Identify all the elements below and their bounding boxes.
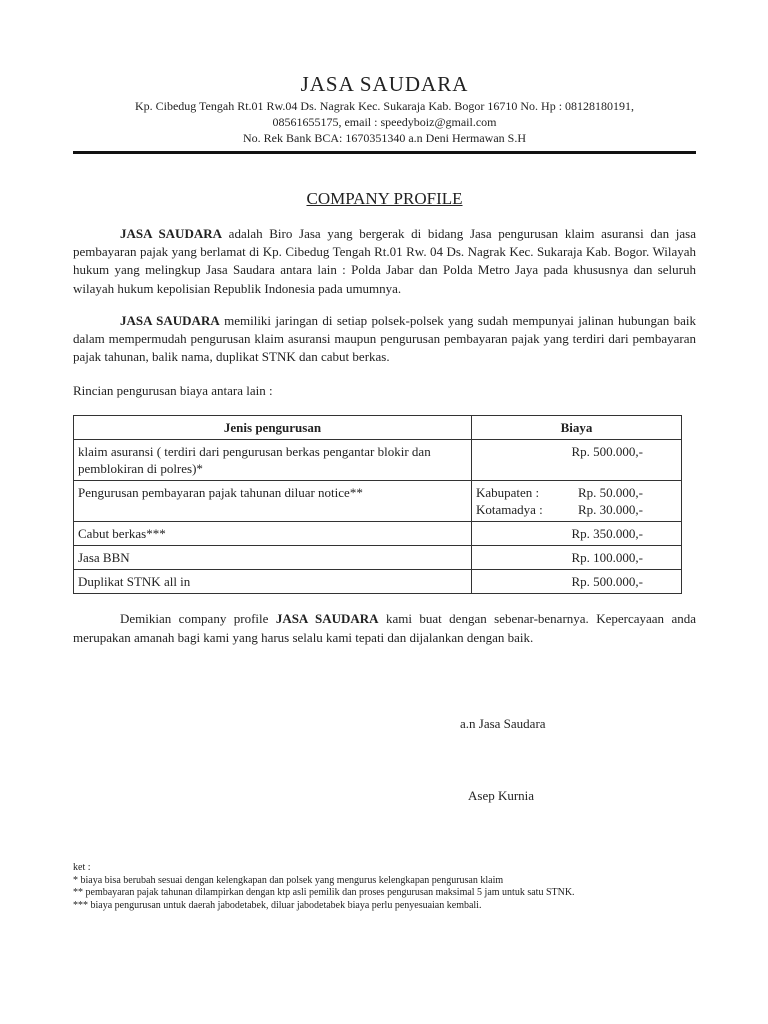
- table-intro: Rincian pengurusan biaya antara lain :: [73, 383, 273, 399]
- city-fee-line: [476, 501, 677, 518]
- service-cell: Jasa BBN: [74, 546, 472, 570]
- signature-on-behalf: a.n Jasa Saudara: [460, 716, 546, 731]
- table-row: [74, 522, 682, 546]
- document-page: [73, 70, 696, 647]
- footnote-2: ** pembayaran pajak tahunan dilampirkan dengan ktp asli pemilik dan proses pengurusan maksimal 5 jam untuk satu STNK.: [73, 887, 575, 898]
- network-paragraph: [73, 312, 696, 367]
- closing-prefix: Demikian company profile: [120, 611, 276, 627]
- column-header-service: Jenis pengurusan: [74, 416, 472, 440]
- company-name: JASA SAUDARA: [300, 72, 469, 96]
- service-cell: Duplikat STNK all in: [74, 570, 472, 594]
- footnotes: [73, 862, 693, 912]
- fee-cell: Rp. 500.000,-: [472, 440, 682, 481]
- footnote-1: * biaya bisa berubah sesuai dengan kelengkapan dan polsek yang mengurus kelengkapan pengurusan klaim: [73, 874, 504, 886]
- closing-text: kami buat dengan sebenar-benarnya. Kepercayaan anda merupakan amanah bagi kami yang harus selalu kami tepati dan dijalankan dengan baik.: [73, 611, 696, 645]
- fee-cell: Rp. 500.000,-: [472, 570, 682, 594]
- footnote-3: *** biaya pengurusan untuk daerah jabodetabek, diluar jabodetabek biaya perlu penyesuaian kembali.: [73, 899, 482, 911]
- address-line-2: 08561655175, email : speedyboiz@gmail.com: [272, 115, 497, 129]
- network-paragraph-text: memiliki jaringan di setiap polsek-polsek yang sudah mempunyai jalinan hubungan baik dalam mempermudah pengurusan klaim asuransi maupun pengurusan pembayaran pajak yang terdiri dari pembayaran pajak tahunan, balik nama, duplikat STNK dan cabut berkas.: [73, 312, 696, 365]
- table-row: [74, 570, 682, 594]
- brand-name: JASA SAUDARA: [120, 312, 220, 328]
- brand-name: JASA SAUDARA: [120, 226, 223, 241]
- city-fee: Rp. 30.000,-: [578, 502, 643, 518]
- service-cell: Cabut berkas***: [74, 522, 472, 546]
- table-row: [74, 481, 682, 522]
- intro-paragraph-text: adalah Biro Jasa yang bergerak di bidang Jasa pengurusan klaim asuransi dan jasa pembayaran pajak yang berlamat di Kp. Cibedug Tengah Rt.01 Rw. 04 Ds. Nagrak Kec. Sukaraja Kab. Bogor. Wilayah hukum yang melingkup Jasa Saudara antara lain : Polda Jabar dan Polda Metro Jaya pada khususnya dan seluruh wilayah hukum kepolisian Republik Indonesia pada umumnya.: [73, 226, 696, 296]
- table-header-row: [74, 416, 682, 440]
- fee-table: [73, 415, 682, 594]
- column-header-fee: Biaya: [472, 416, 682, 440]
- regency-fee: Rp. 50.000,-: [578, 485, 643, 501]
- bank-account-line: No. Rek Bank BCA: 1670351340 a.n Deni Hermawan S.H: [243, 131, 526, 145]
- service-cell: Pengurusan pembayaran pajak tahunan diluar notice**: [74, 481, 472, 522]
- city-label: Kotamadya :: [476, 502, 543, 518]
- document-title: COMPANY PROFILE: [306, 189, 463, 208]
- footnotes-heading: ket :: [73, 862, 91, 873]
- letterhead: [73, 70, 696, 154]
- address-line-1: Kp. Cibedug Tengah Rt.01 Rw.04 Ds. Nagrak Kec. Sukaraja Kab. Bogor 16710 No. Hp : 08128180191,: [134, 99, 635, 113]
- brand-name: JASA SAUDARA: [275, 611, 379, 627]
- table-row: [74, 546, 682, 570]
- fee-cell: Rp. 100.000,-: [472, 546, 682, 570]
- intro-paragraph: [73, 225, 696, 298]
- closing-paragraph: [73, 610, 696, 646]
- regency-fee-line: [476, 484, 677, 501]
- signer-name: Asep Kurnia: [468, 788, 535, 803]
- header-divider: [73, 151, 696, 154]
- table-row: [74, 440, 682, 481]
- service-cell: klaim asuransi ( terdiri dari pengurusan berkas pengantar blokir dan pemblokiran di polres)*: [74, 440, 472, 481]
- fee-cell: Rp. 350.000,-: [472, 522, 682, 546]
- regency-label: Kabupaten :: [476, 485, 540, 501]
- fee-cell-regional: [472, 481, 682, 522]
